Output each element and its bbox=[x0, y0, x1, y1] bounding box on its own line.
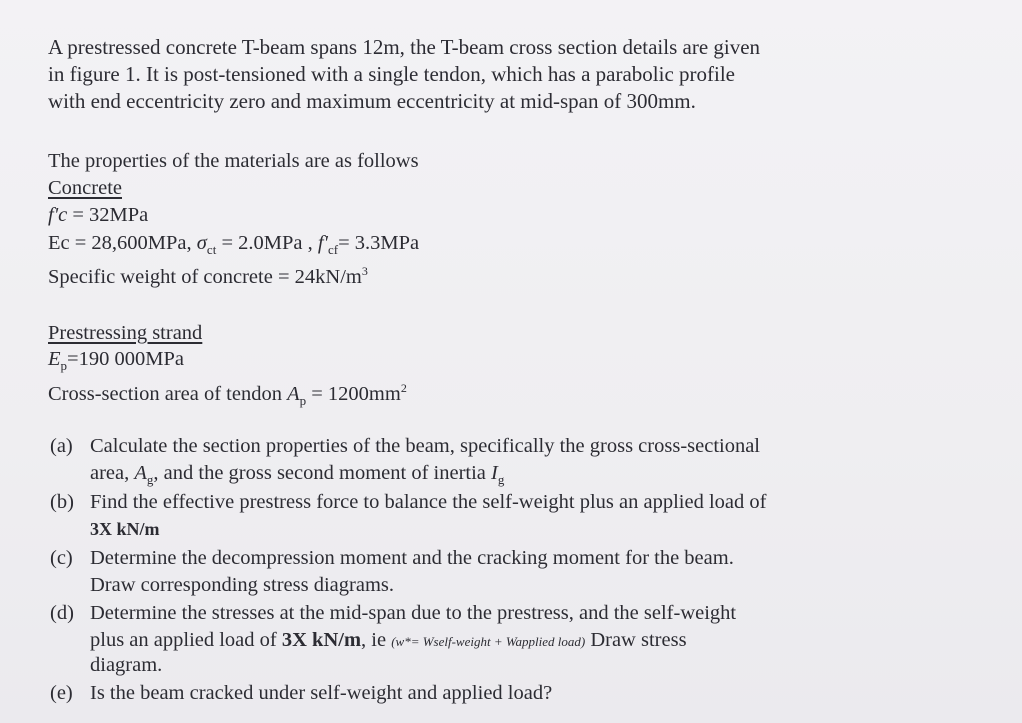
ap-symbol: A bbox=[287, 382, 300, 405]
intro-line-3: with end eccentricity zero and maximum eccentricity at mid-span of 300mm. bbox=[48, 89, 696, 113]
materials-heading: The properties of the materials are as follows bbox=[48, 150, 419, 172]
specific-weight-line bbox=[48, 258, 368, 290]
specific-weight-exponent: 3 bbox=[361, 264, 368, 278]
tendon-area-line bbox=[48, 375, 407, 414]
question-d-label: (d) bbox=[50, 602, 74, 624]
ag-subscript: g bbox=[146, 472, 154, 488]
fcf-value: = 3.3MPa bbox=[338, 232, 420, 254]
fc-value: = 32MPa bbox=[72, 204, 149, 226]
question-c-line-1: Determine the decompression moment and the cracking moment for the beam. bbox=[90, 547, 734, 569]
ig-subscript: g bbox=[497, 472, 505, 488]
sigma-value: = 2.0MPa , bbox=[221, 232, 313, 254]
question-b-line-2: 3X kN/m bbox=[90, 519, 160, 539]
ec-value: Ec = 28,600MPa, bbox=[48, 232, 192, 254]
question-d-line-2-post: Draw stress bbox=[585, 629, 687, 651]
sigma-symbol: σ bbox=[196, 232, 207, 254]
ag-symbol: A bbox=[134, 462, 147, 484]
fcf-symbol: f' bbox=[317, 232, 328, 254]
question-d-line-1: Determine the stresses at the mid-span due to the prestress, and the self-weight bbox=[90, 602, 737, 624]
question-e-label: (e) bbox=[50, 682, 73, 704]
question-c-line-2: Draw corresponding stress diagrams. bbox=[90, 574, 395, 596]
question-a-line-1: Calculate the section properties of the beam, specifically the gross cross-sectional bbox=[90, 435, 761, 457]
load-formula: (w*= Wself-weight + Wapplied load) bbox=[391, 634, 586, 649]
fc-symbol: f'c bbox=[48, 204, 68, 226]
specific-weight-text: Specific weight of concrete = 24kN/m bbox=[48, 265, 362, 288]
intro-line-1: A prestressed concrete T-beam spans 12m, the T-beam cross section details are given bbox=[48, 35, 761, 59]
question-b-line-1: Find the effective prestress force to balance the self-weight plus an applied load of bbox=[90, 491, 767, 513]
ep-value: =190 000MPa bbox=[67, 348, 184, 370]
fc-line bbox=[48, 202, 148, 228]
question-a-label: (a) bbox=[50, 435, 73, 457]
question-d-load: 3X kN/m bbox=[281, 629, 362, 651]
sigma-subscript: ct bbox=[206, 242, 217, 258]
question-b-label: (b) bbox=[50, 491, 74, 513]
concrete-heading: Concrete bbox=[48, 177, 122, 199]
ap-subscript: p bbox=[299, 392, 307, 408]
question-d-line-3: diagram. bbox=[90, 654, 163, 676]
tendon-area-value: = 1200mm bbox=[306, 382, 401, 405]
question-d-line-2-pre: plus an applied load of bbox=[90, 629, 282, 651]
question-d-line-2-mid: , ie bbox=[361, 629, 392, 651]
intro-line-2: in figure 1. It is post-tensioned with a single tendon, which has a parabolic profile bbox=[48, 62, 736, 86]
question-a-line-2-pre: area, bbox=[90, 462, 135, 484]
question-d-line-2 bbox=[90, 627, 687, 655]
fcf-subscript: cf bbox=[327, 242, 339, 258]
question-a-line-2-mid: , and the gross second moment of inertia bbox=[153, 462, 492, 484]
tendon-area-text: Cross-section area of tendon bbox=[48, 382, 288, 405]
tendon-area-exponent: 2 bbox=[400, 381, 407, 395]
strand-heading: Prestressing strand bbox=[48, 322, 203, 344]
ep-subscript: p bbox=[60, 358, 68, 374]
ig-symbol: I bbox=[491, 462, 498, 484]
ep-symbol: E bbox=[48, 348, 61, 370]
question-e-line-1: Is the beam cracked under self-weight and applied load? bbox=[90, 682, 553, 704]
question-c-label: (c) bbox=[50, 547, 73, 569]
